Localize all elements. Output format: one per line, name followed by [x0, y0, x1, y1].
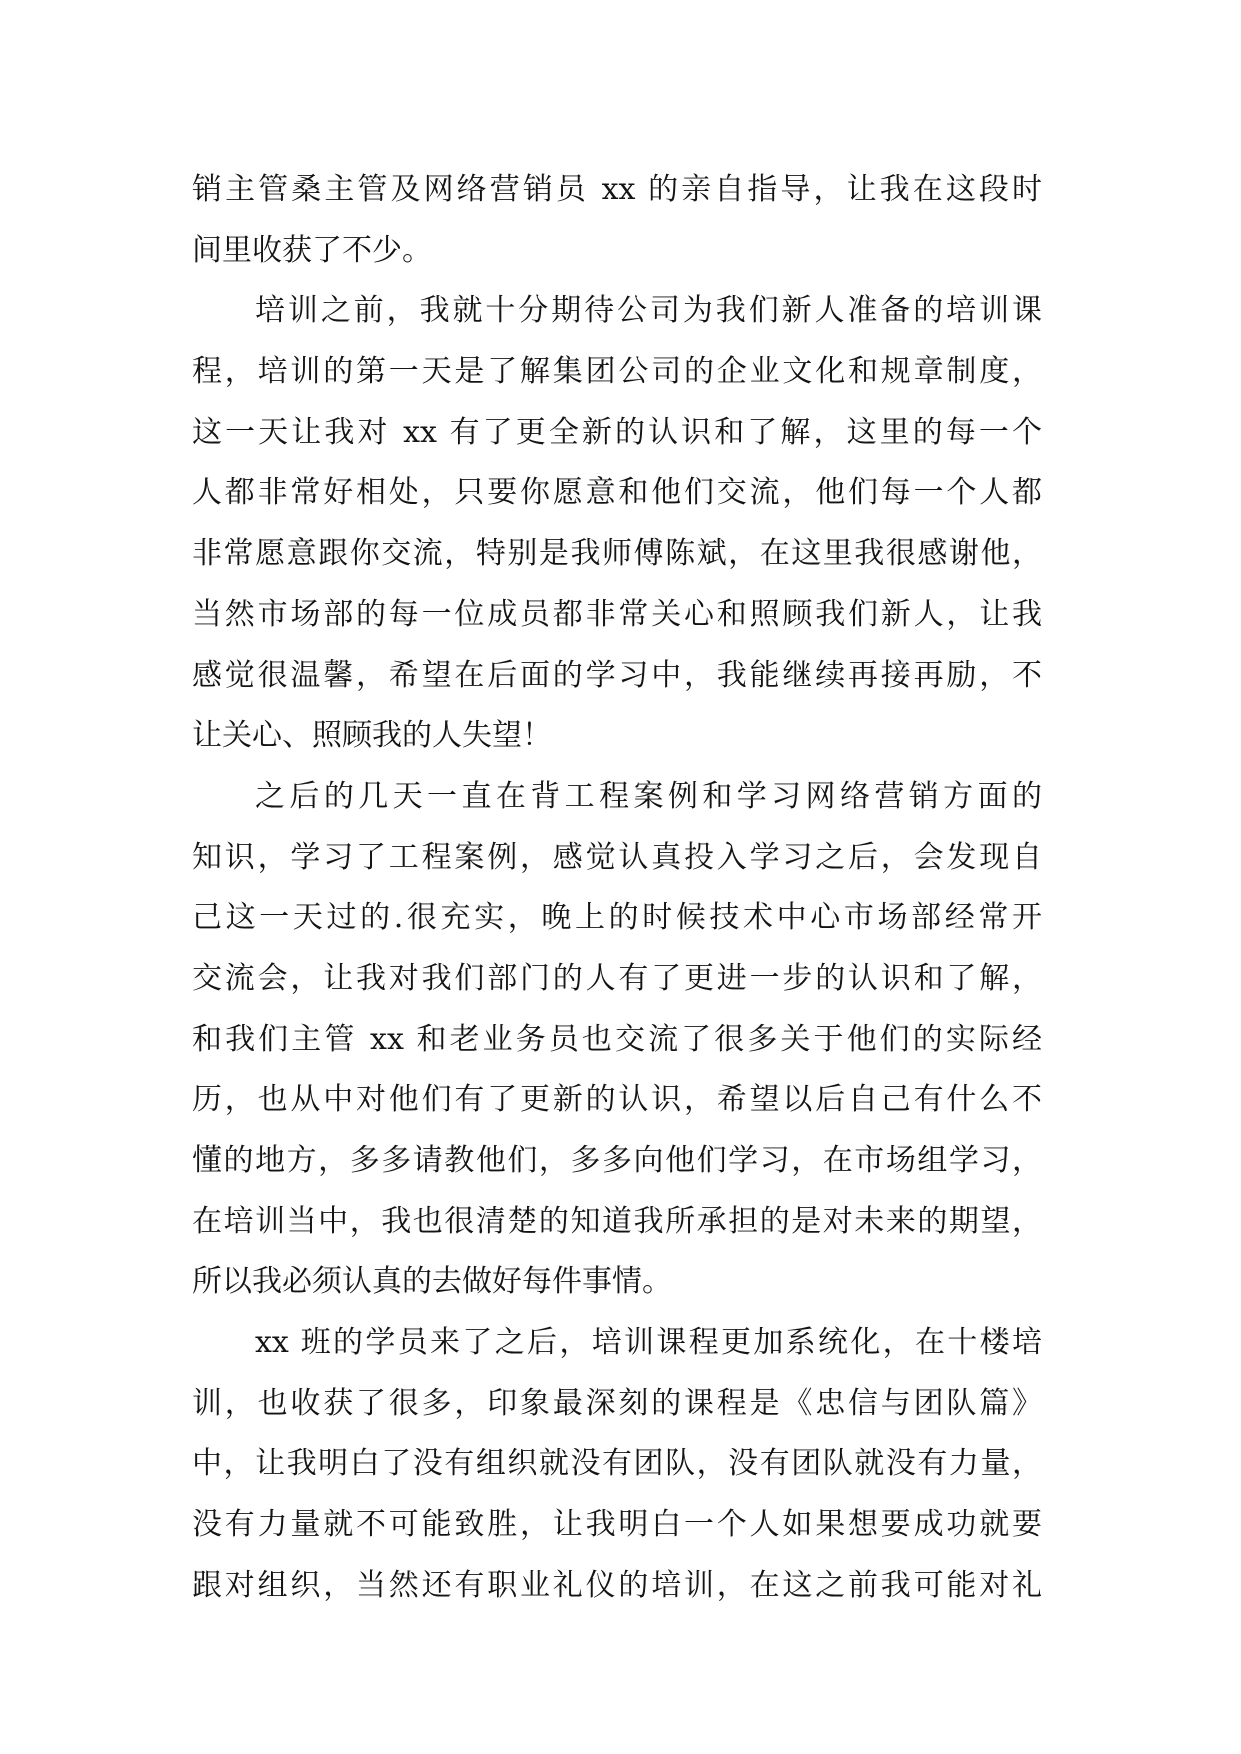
text-line: 知识，学习了工程案例，感觉认真投入学习之后，会发现自	[192, 839, 1042, 875]
text-line: 和我们主管 xx 和老业务员也交流了很多关于他们的实际经	[192, 1021, 1042, 1057]
text-line: 间里收获了不少。	[192, 232, 432, 268]
text-line: 感觉很温馨，希望在后面的学习中，我能继续再接再励，不	[192, 657, 1042, 693]
text-line: xx 班的学员来了之后，培训课程更加系统化，在十楼培	[255, 1325, 1042, 1361]
text-line: 人都非常好相处，只要你愿意和他们交流，他们每一个人都	[192, 475, 1042, 511]
text-line: 历，也从中对他们有了更新的认识，希望以后自己有什么不	[192, 1082, 1042, 1118]
text-line: 懂的地方，多多请教他们，多多向他们学习，在市场组学习，	[192, 1143, 1042, 1178]
text-line: 在培训当中，我也很清楚的知道我所承担的是对未来的期望，	[192, 1203, 1042, 1239]
text-line: 销主管桑主管及网络营销员 xx 的亲自指导，让我在这段时	[192, 172, 1042, 207]
text-line: 所以我必须认真的去做好每件事情。	[192, 1264, 672, 1300]
text-line: 训，也收获了很多，印象最深刻的课程是《忠信与团队篇》	[192, 1385, 1042, 1421]
text-line: 培训之前，我就十分期待公司为我们新人准备的培训课	[255, 293, 1042, 329]
text-line: 当然市场部的每一位成员都非常关心和照顾我们新人，让我	[192, 596, 1042, 632]
text-line: 之后的几天一直在背工程案例和学习网络营销方面的	[255, 778, 1042, 814]
text-line: 己这一天过的.很充实，晚上的时候技术中心市场部经常开	[192, 900, 1042, 936]
text-line: 跟对组织，当然还有职业礼仪的培训，在这之前我可能对礼	[192, 1567, 1042, 1603]
text-line: 交流会，让我对我们部门的人有了更进一步的认识和了解，	[192, 960, 1042, 996]
text-line: 中，让我明白了没有组织就没有团队，没有团队就没有力量，	[192, 1446, 1042, 1482]
text-line: 程，培训的第一天是了解集团公司的企业文化和规章制度，	[192, 354, 1042, 390]
text-line: 非常愿意跟你交流，特别是我师傅陈斌，在这里我很感谢他，	[192, 536, 1042, 572]
document-body	[192, 160, 1042, 1617]
text-line: 这一天让我对 xx 有了更全新的认识和了解，这里的每一个	[192, 414, 1042, 450]
text-line: 让关心、照顾我的人失望！	[192, 718, 552, 754]
text-line: 没有力量就不可能致胜，让我明白一个人如果想要成功就要	[192, 1507, 1042, 1543]
